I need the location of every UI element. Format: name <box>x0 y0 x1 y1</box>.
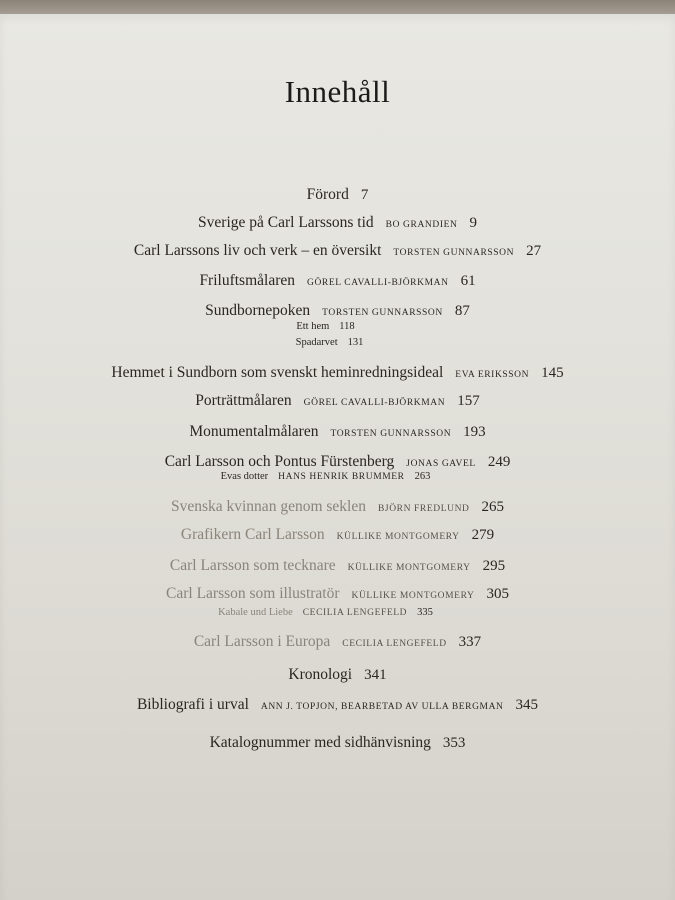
toc-entry-label: Carl Larsson och Pontus Fürstenberg <box>164 453 395 470</box>
toc-entry-page: 157 <box>457 393 480 409</box>
toc-entry-monumentalmalaren <box>0 423 675 441</box>
toc-entry-author: JONAS GAVEL <box>406 459 476 469</box>
toc-entry-author: GÖREL CAVALLI-BJÖRKMAN <box>303 398 446 408</box>
toc-subentry-evas-dotter <box>0 471 663 482</box>
toc-entry-author: BO GRANDIEN <box>385 220 458 230</box>
toc-entry-page: 131 <box>347 337 364 348</box>
toc-entry-page: 353 <box>442 735 466 751</box>
toc-entry-author: CECILIA LENGEFELD <box>342 639 447 649</box>
toc-entry-friluftsmalaren <box>0 272 675 290</box>
toc-entry-page: 9 <box>469 215 477 231</box>
toc-entry-grafikern <box>0 526 675 544</box>
toc-entry-tecknare <box>0 557 675 575</box>
toc-entry-label: Kabale und Liebe <box>218 607 293 618</box>
toc-entry-bibliografi <box>0 696 675 714</box>
toc-entry-label: Friluftsmålaren <box>199 272 295 289</box>
toc-entry-page: 118 <box>339 321 355 332</box>
toc-entry-page: 305 <box>486 586 509 602</box>
toc-entry-author: BJÖRN FREDLUND <box>377 504 470 514</box>
toc-entry-label: Kronologi <box>288 666 353 683</box>
toc-entry-author: KÜLLIKE MONTGOMERY <box>336 532 460 542</box>
toc-entry-author: KÜLLIKE MONTGOMERY <box>347 563 471 573</box>
toc-subentry-kabale-und-liebe <box>0 607 663 618</box>
toc-entry-kronologi <box>0 666 675 684</box>
toc-entry-page: 265 <box>481 499 505 515</box>
toc-entry-author: TORSTEN GUNNARSSON <box>393 248 515 258</box>
toc-entry-hemmet-i-sundborn <box>0 364 675 382</box>
toc-entry-label: Hemmet i Sundborn som svenskt heminredningsideal <box>111 364 444 381</box>
toc-entry-page: 249 <box>487 454 511 470</box>
toc-entry-page: 345 <box>515 697 539 713</box>
toc-entry-portrattmalaren <box>0 392 675 410</box>
toc-entry-label: Ett hem <box>296 321 330 332</box>
toc-entry-page: 279 <box>471 527 495 543</box>
toc-entry-label: Porträttmålaren <box>195 392 292 409</box>
toc-entry-label: Evas dotter <box>220 471 269 482</box>
toc-entry-forord <box>0 186 675 204</box>
toc-entry-label: Carl Larsson i Europa <box>193 633 331 650</box>
toc-entry-page: 27 <box>526 243 542 259</box>
toc-subentry-ett-hem <box>0 321 663 332</box>
toc-entry-label: Katalognummer med sidhänvisning <box>209 734 431 751</box>
toc-entry-label: Monumentalmålaren <box>189 423 319 440</box>
toc-entry-author: EVA ERIKSSON <box>455 370 530 380</box>
toc-entry-label: Svenska kvinnan genom seklen <box>170 498 366 515</box>
toc-subentry-spadarvet <box>0 337 667 348</box>
toc-entry-label: Sverige på Carl Larssons tid <box>198 214 374 231</box>
toc-entry-katalognummer <box>0 734 675 752</box>
toc-entry-page: 87 <box>454 303 470 319</box>
toc-entry-label: Carl Larsson som tecknare <box>169 557 336 574</box>
toc-entry-label: Förord <box>306 186 349 203</box>
toc-entry-page: 341 <box>364 667 387 683</box>
toc-entry-author: TORSTEN GUNNARSSON <box>330 429 452 439</box>
toc-entry-author: GÖREL CAVALLI-BJÖRKMAN <box>307 278 449 288</box>
toc-entry-page: 263 <box>414 471 431 482</box>
toc-entry-page: 61 <box>460 273 476 289</box>
toc-entry-page: 337 <box>458 634 482 650</box>
toc-entry-liv-och-verk <box>0 242 675 260</box>
toc-entry-page: 193 <box>463 424 486 440</box>
toc-entry-svenska-kvinnan <box>0 498 675 516</box>
toc-entry-page: 7 <box>360 187 369 203</box>
toc-entry-author: HANS HENRIK BRUMMER <box>278 472 405 482</box>
toc-entry-label: Grafikern Carl Larsson <box>180 526 325 543</box>
toc-entry-illustrator <box>0 585 675 603</box>
toc-entry-label: Sundbornepoken <box>205 302 311 319</box>
toc-entry-author: ANN J. TOPJON, BEARBETAD AV ULLA BERGMAN <box>260 702 504 712</box>
toc-entry-page: 295 <box>482 558 506 574</box>
toc-entry-pontus-furstenberg <box>0 453 675 471</box>
toc-entry-sverige <box>0 214 675 232</box>
toc-entry-page: 335 <box>417 607 433 618</box>
toc-entry-label: Spadarvet <box>295 337 338 348</box>
toc-entry-label: Carl Larssons liv och verk – en översikt <box>133 242 382 259</box>
toc-entry-label: Bibliografi i urval <box>136 696 249 713</box>
toc-entry-author: TORSTEN GUNNARSSON <box>322 308 443 318</box>
toc-entry-author: KÜLLIKE MONTGOMERY <box>351 591 475 601</box>
page-title: Innehåll <box>284 74 391 109</box>
toc-entry-i-europa <box>0 633 675 651</box>
toc-entry-author: CECILIA LENGEFELD <box>302 608 408 618</box>
toc-entry-sundbornepoken <box>0 302 675 320</box>
toc-entry-page: 145 <box>541 365 564 381</box>
toc-entry-label: Carl Larsson som illustratör <box>166 585 340 602</box>
